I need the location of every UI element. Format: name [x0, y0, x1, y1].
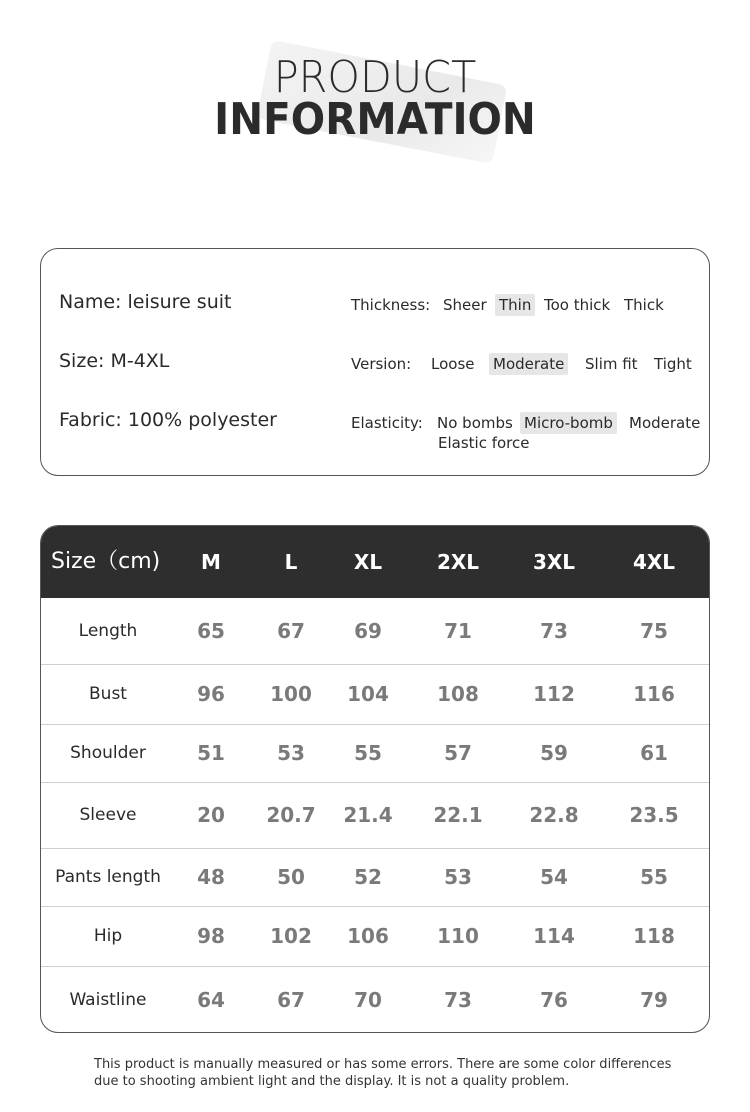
table-cell: 108	[437, 682, 479, 706]
table-cell: 61	[640, 741, 668, 765]
table-cell: 55	[354, 741, 382, 765]
product-size-range: Size: M-4XL	[59, 350, 170, 372]
table-cell: 50	[277, 865, 305, 889]
table-cell: 55	[640, 865, 668, 889]
product-fabric: Fabric: 100% polyester	[59, 409, 277, 431]
table-cell: 73	[444, 988, 472, 1012]
table-cell: 67	[277, 988, 305, 1012]
table-cell: 51	[197, 741, 225, 765]
table-cell: 59	[540, 741, 568, 765]
thickness-option-sheer: Sheer	[443, 296, 487, 314]
header-size-3xl: 3XL	[532, 550, 576, 574]
version-option-slim-fit: Slim fit	[585, 355, 638, 373]
thickness-label: Thickness:	[351, 296, 431, 314]
header-size-2xl: 2XL	[436, 550, 480, 574]
table-cell: 71	[444, 619, 472, 643]
product-name: Name: leisure suit	[59, 291, 232, 313]
table-cell: 20	[197, 803, 225, 827]
thickness-option-too-thick: Too thick	[544, 296, 611, 314]
table-cell: 67	[277, 619, 305, 643]
table-cell: 73	[540, 619, 568, 643]
header-size-l: L	[284, 550, 298, 574]
row-label: Bust	[89, 684, 127, 704]
table-row	[41, 906, 710, 966]
thickness-option-thick: Thick	[624, 296, 664, 314]
table-cell: 20.7	[266, 803, 316, 827]
table-cell: 21.4	[343, 803, 393, 827]
header-size-4xl: 4XL	[632, 550, 676, 574]
table-cell: 98	[197, 924, 225, 948]
table-cell: 48	[197, 865, 225, 889]
table-cell: 100	[270, 682, 312, 706]
table-cell: 65	[197, 619, 225, 643]
size-chart-table	[40, 525, 710, 1033]
table-cell: 22.1	[433, 803, 483, 827]
table-cell: 118	[633, 924, 675, 948]
row-label: Pants length	[55, 867, 161, 887]
table-cell: 79	[640, 988, 668, 1012]
table-cell: 76	[540, 988, 568, 1012]
table-cell: 22.8	[529, 803, 579, 827]
table-cell: 106	[347, 924, 389, 948]
table-row	[41, 724, 710, 782]
table-cell: 114	[533, 924, 575, 948]
table-row	[41, 966, 710, 1033]
elasticity-option-elastic-force: Elastic force	[438, 434, 530, 452]
table-cell: 52	[354, 865, 382, 889]
version-label: Version:	[351, 355, 412, 373]
table-cell: 110	[437, 924, 479, 948]
table-cell: 54	[540, 865, 568, 889]
table-row	[41, 848, 710, 906]
row-label: Length	[78, 621, 138, 641]
row-label: Sleeve	[79, 805, 137, 825]
table-row	[41, 664, 710, 724]
elasticity-option-micro-bomb-selected: Micro-bomb	[520, 412, 617, 434]
header-title-line2: INFORMATION	[214, 94, 536, 145]
table-cell: 75	[640, 619, 668, 643]
version-option-loose: Loose	[431, 355, 475, 373]
row-label: Hip	[93, 926, 123, 946]
header-title-line1: PRODUCT	[273, 52, 477, 103]
table-cell: 96	[197, 682, 225, 706]
table-cell: 69	[354, 619, 382, 643]
elasticity-option-no-bombs: No bombs	[437, 414, 513, 432]
product-info-box	[40, 248, 710, 476]
elasticity-label: Elasticity:	[351, 414, 423, 432]
elasticity-option-moderate: Moderate	[629, 414, 701, 432]
table-cell: 102	[270, 924, 312, 948]
table-cell: 116	[633, 682, 675, 706]
thickness-option-thin-selected: Thin	[495, 294, 535, 316]
table-cell: 104	[347, 682, 389, 706]
header-size-m: M	[201, 550, 221, 574]
version-option-moderate-selected: Moderate	[489, 353, 568, 375]
table-cell: 57	[444, 741, 472, 765]
table-cell: 23.5	[629, 803, 679, 827]
table-cell: 70	[354, 988, 382, 1012]
table-cell: 53	[277, 741, 305, 765]
version-option-tight: Tight	[654, 355, 692, 373]
header-size-unit: Size（cm)	[51, 549, 161, 574]
page-header	[0, 40, 750, 170]
table-cell: 53	[444, 865, 472, 889]
table-row	[41, 598, 710, 664]
size-table-header	[41, 526, 710, 598]
row-label: Shoulder	[70, 743, 146, 763]
table-row	[41, 782, 710, 848]
table-cell: 64	[197, 988, 225, 1012]
table-cell: 112	[533, 682, 575, 706]
measurement-disclaimer: This product is manually measured or has some errors. There are some color differences due to shooting ambient light and the display. It is not a quality problem.	[94, 1057, 672, 1089]
row-label: Waistline	[69, 990, 147, 1010]
header-size-xl: XL	[353, 550, 383, 574]
